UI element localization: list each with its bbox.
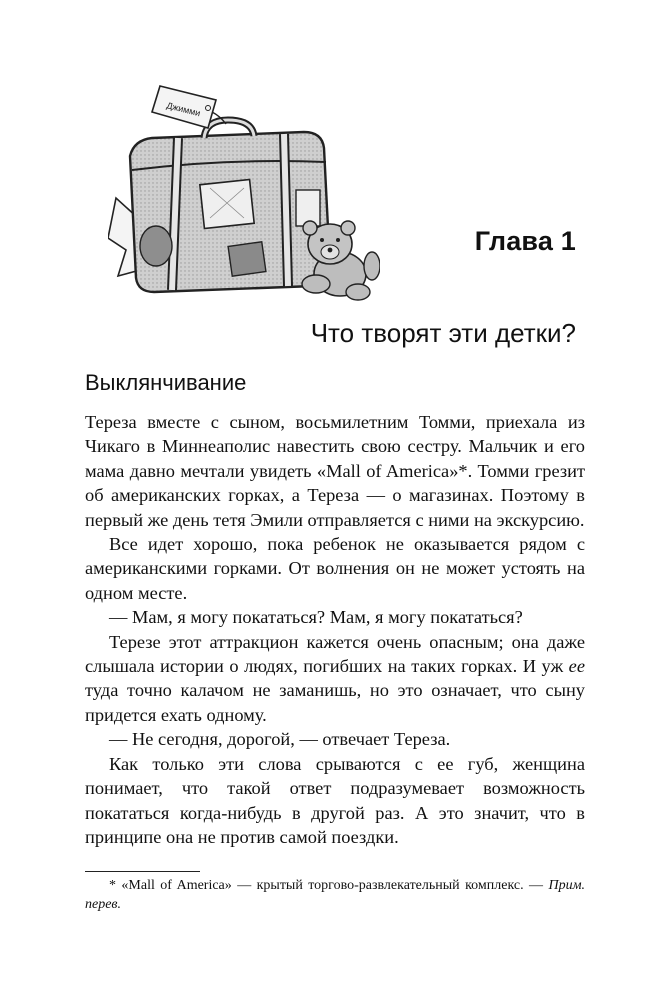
section-heading: Выклянчивание [85, 370, 247, 395]
footnote-note: Прим. перев. [85, 878, 585, 912]
paragraph-text: — Не сегодня, дорогой, — отвечает Тереза. [109, 729, 451, 750]
footnote [85, 876, 585, 914]
chapter-title: Что творят эти детки? [310, 318, 576, 348]
paragraph-3 [85, 605, 585, 629]
paragraph-5 [85, 727, 585, 751]
paragraph-4 [85, 630, 585, 728]
paragraph-text: — Мам, я могу покататься? Мам, я могу покататься? [109, 607, 523, 628]
paragraph-6 [85, 752, 585, 850]
footnote-divider [85, 871, 200, 872]
paragraph-text: Тереза вместе с сыном, восьмилетним Томми, приехала из Чикаго в Миннеаполис навестить свою сестру. Мальчик и его мама давно мечтали увидеть «Mall of America»*. Томми грезит об американских горках, а Тереза — о магазинах. Поэтому в первый же день тетя Эмили отправляется с ними на экскурсию. [85, 412, 585, 530]
paragraph-text: Терезе этот аттракцион кажется очень опасным; она даже слышала истории о людях, погибших на таких горках. И уж [85, 631, 585, 677]
paragraph-2 [85, 532, 585, 605]
footnote-text: * «Mall of America» — крытый торгово-развлекательный комплекс. — [109, 878, 549, 893]
paragraph-1 [85, 410, 585, 532]
suitcase-illustration [108, 78, 380, 310]
paragraph-text: туда точно калачом не заманишь, но это означает, что сыну придется ехать одному. [85, 680, 585, 725]
chapter-label: Глава 1 [474, 226, 576, 256]
paragraph-text: Все идет хорошо, пока ребенок не оказывается рядом с американскими горками. От волнения он не может устоять на одном месте. [85, 534, 585, 603]
paragraph-text: Как только эти слова срываются с ее губ, женщина понимает, что такой ответ подразумевает возможность покататься когда-нибудь в другой раз. А это значит, что в принципе она не против самой поездки. [85, 753, 585, 847]
suitcase-icon [130, 120, 330, 292]
emphasis-text: ее [568, 656, 585, 677]
luggage-tag-label: Джимми [165, 100, 202, 119]
body-text [85, 410, 585, 849]
